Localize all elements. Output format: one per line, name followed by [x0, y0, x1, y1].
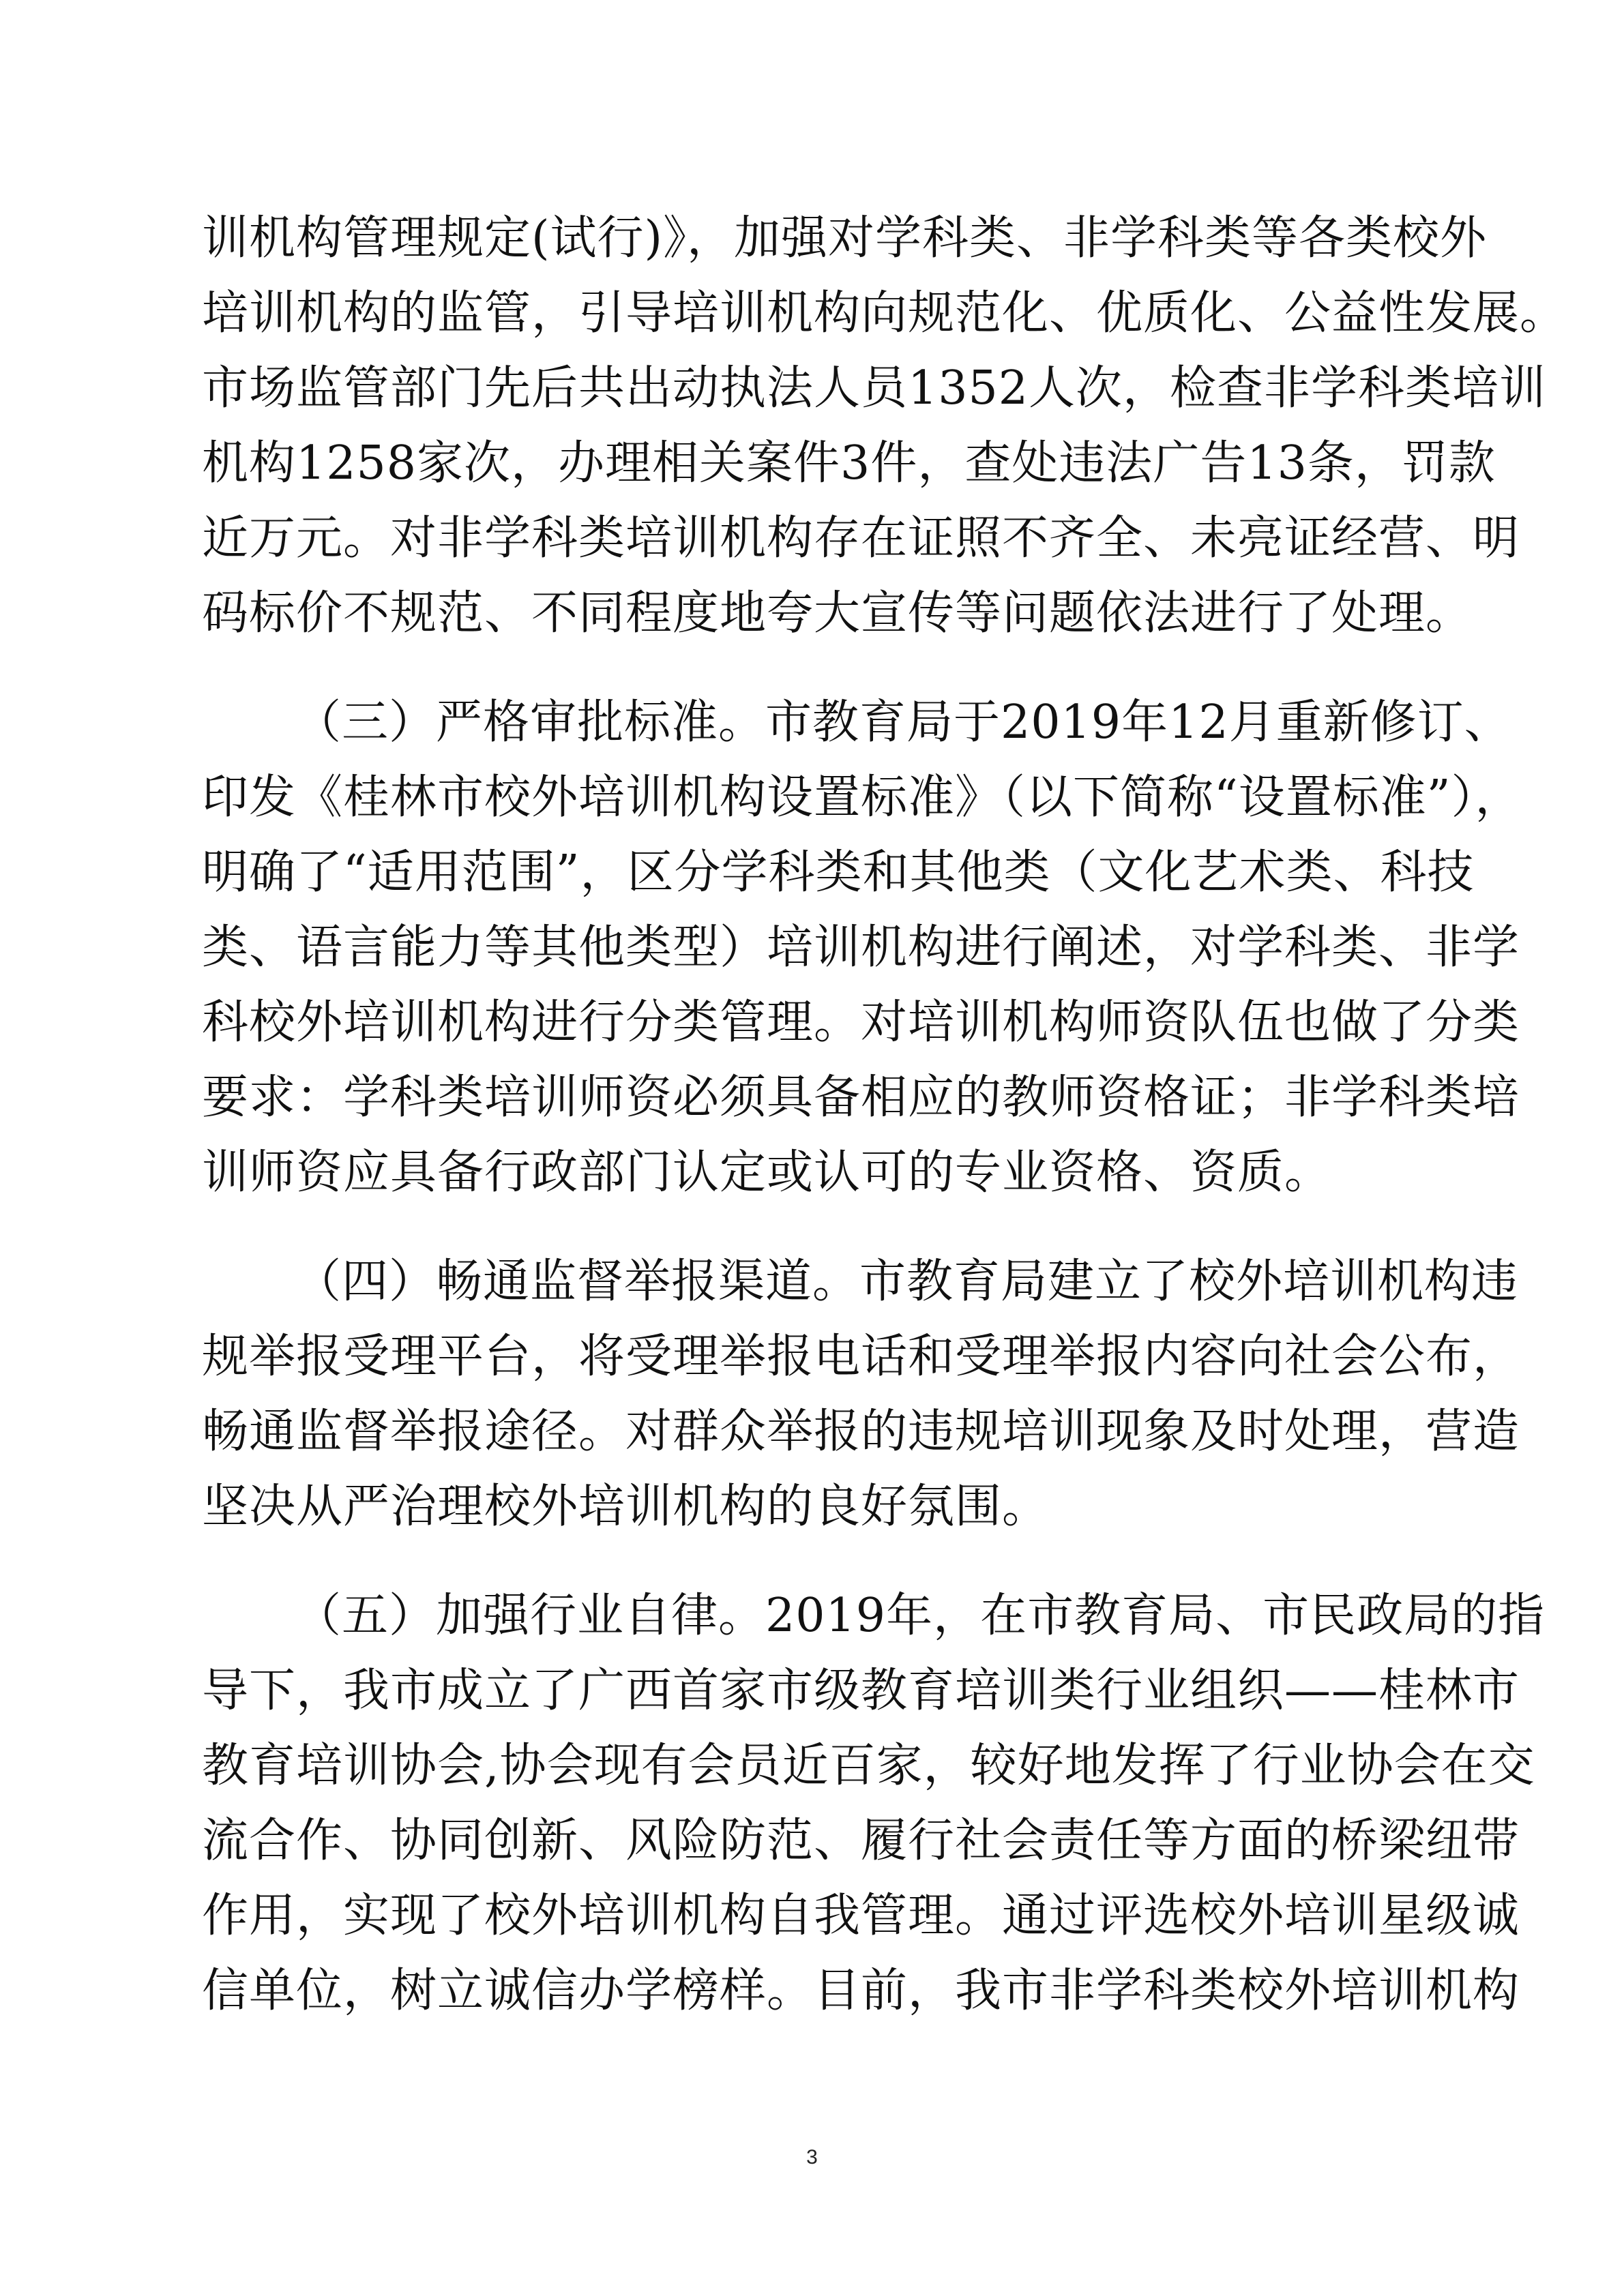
body-text-line: 机构1258家次，办理相关案件3件，查处违法广告13条，罚款 — [202, 436, 1496, 490]
body-text-line: 流合作、协同创新、风险防范、履行社会责任等方面的桥梁纽带 — [202, 1814, 1520, 1868]
body-text: 市教育局建立了校外培训机构违 — [859, 1255, 1519, 1309]
body-text-line: 畅通监督举报途径。对群众举报的违规培训现象及时处理，营造 — [202, 1405, 1520, 1459]
body-text: 市教育局于2019年12月重新修订、 — [765, 696, 1511, 749]
body-text-line: 科校外培训机构进行分类管理。对培训机构师资队伍也做了分类 — [202, 996, 1520, 1049]
section-heading-line — [295, 685, 1511, 760]
section-heading-line — [295, 1579, 1546, 1654]
body-text-line: 导下，我市成立了广西首家市级教育培训类行业组织——桂林市 — [202, 1664, 1520, 1718]
body-text-line: 要求：学科类培训师资必须具备相应的教师资格证；非学科类培 — [202, 1071, 1520, 1124]
section-heading: （五）加强行业自律。 — [295, 1589, 766, 1643]
body-text-line: 码标价不规范、不同程度地夸大宣传等问题依法进行了处理。 — [202, 586, 1473, 640]
body-text-line: 明确了“适用范围”，区分学科类和其他类（文化艺术类、科技 — [202, 846, 1475, 899]
body-text-line: 规举报受理平台，将受理举报电话和受理举报内容向社会公布， — [202, 1330, 1520, 1384]
page-number: 3 — [806, 2146, 818, 2168]
body-text-line: 训师资应具备行政部门认定或认可的专业资格、资质。 — [202, 1146, 1332, 1199]
body-text-line: 教育培训协会,协会现有会员近百家，较好地发挥了行业协会在交 — [202, 1739, 1535, 1793]
section-heading: （三）严格审批标准。 — [295, 696, 766, 749]
section-heading-line — [295, 1244, 1519, 1320]
body-text-line: 坚决从严治理校外培训机构的良好氛围。 — [202, 1480, 1050, 1534]
body-text-line: 印发《桂林市校外培训机构设置标准》（以下简称“设置标准”）， — [202, 771, 1522, 824]
body-text-line: 近万元。对非学科类培训机构存在证照不齐全、未亮证经营、明 — [202, 511, 1520, 565]
body-text-line: 类、语言能力等其他类型）培训机构进行阐述，对学科类、非学 — [202, 921, 1520, 974]
body-text-line: 培训机构的监管，引导培训机构向规范化、优质化、公益性发展。 — [202, 286, 1567, 340]
body-text: 2019年，在市教育局、市民政局的指 — [765, 1589, 1546, 1643]
body-text-line: 信单位，树立诚信办学榜样。目前，我市非学科类校外培训机构 — [202, 1964, 1520, 2018]
body-text-line: 市场监管部门先后共出动执法人员1352人次，检查非学科类培训 — [202, 361, 1547, 415]
section-heading: （四）畅通监督举报渠道。 — [295, 1255, 860, 1309]
body-text-line: 训机构管理规定(试行)》，加强对学科类、非学科类等各类校外 — [202, 211, 1488, 265]
body-text-line: 作用，实现了校外培训机构自我管理。通过评选校外培训星级诚 — [202, 1889, 1520, 1943]
